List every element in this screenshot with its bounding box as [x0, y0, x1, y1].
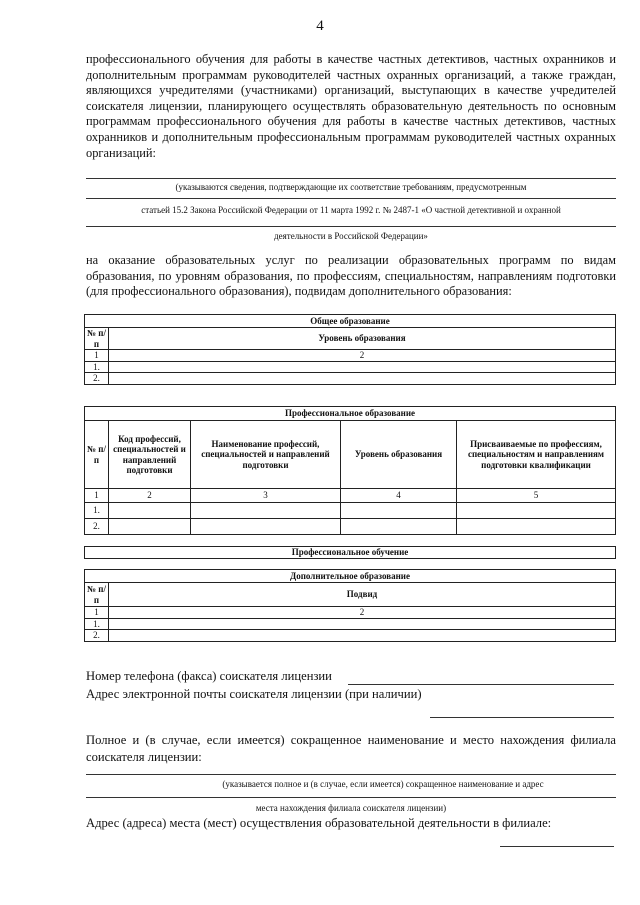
- table-row: [85, 361, 616, 373]
- row-number: 2.: [85, 630, 109, 642]
- intro-paragraph: профессионального обучения для работы в качестве частных детективов, частных охранников и дополнительным программам руководителей частных охранных организаций, а также граждан, являющихся учредителями (участниками) организаций, выступающих в качестве учредителей соискателя лицензии, планирующего осуществлять образовательную деятельность по основным программам профессионального обучения для работы в качестве частных детективов, частных охранников и дополнительным профессиональным программам руководителей частных охранных организаций:: [86, 52, 616, 160]
- column-number: 4: [341, 489, 457, 503]
- table-title: Профессиональное образование: [85, 407, 616, 421]
- table-cell: [191, 503, 341, 519]
- column-header: № п/п: [85, 583, 109, 607]
- column-header: Уровень образования: [109, 328, 616, 350]
- column-number: 1: [85, 350, 109, 362]
- column-header: Код профессий, специальностей и направлений подготовки: [109, 421, 191, 489]
- row-number: 1.: [85, 618, 109, 630]
- column-header: Подвид: [109, 583, 616, 607]
- address-field[interactable]: [500, 846, 614, 847]
- table-row: [85, 519, 616, 535]
- table-cell: [457, 519, 616, 535]
- additional-education-table: [84, 569, 616, 642]
- table-row: [85, 618, 616, 630]
- table-cell: [109, 361, 616, 373]
- table-row: [85, 630, 616, 642]
- email-label: Адрес электронной почты соискателя лицензии (при наличии): [86, 687, 422, 701]
- column-header: Наименование профессий, специальностей и направлений подготовки: [191, 421, 341, 489]
- row-number: 1.: [85, 361, 109, 373]
- page-number: 4: [316, 18, 324, 34]
- table-cell: [341, 503, 457, 519]
- row-number: 2.: [85, 519, 109, 535]
- general-education-table: [84, 314, 616, 385]
- phone-label: Номер телефона (факса) соискателя лицензии: [86, 669, 332, 683]
- table-cell: [109, 630, 616, 642]
- caption-law-end: деятельности в Российской Федерации»: [274, 231, 428, 241]
- professional-education-table: [84, 406, 616, 535]
- phone-field[interactable]: [348, 684, 614, 685]
- column-number: 1: [85, 607, 109, 619]
- column-header: № п/п: [85, 421, 109, 489]
- table-row: [85, 373, 616, 385]
- column-number: 2: [109, 350, 616, 362]
- row-number: 2.: [85, 373, 109, 385]
- table-cell: [109, 503, 191, 519]
- column-header: Присваиваемые по профессиям, специальностям и направлениям подготовки квалификации: [457, 421, 616, 489]
- column-header: Уровень образования: [341, 421, 457, 489]
- caption-branch: (указывается полное и (в случае, если имеется) сокращенное наименование и адрес: [222, 779, 544, 789]
- table-title: Общее образование: [85, 315, 616, 328]
- services-paragraph: на оказание образовательных услуг по реализации образовательных программ по видам образования, по уровням образования, по профессиям, специальностям, направлениям подготовки (для профессионального образования), подвидам дополнительного образования:: [86, 253, 616, 299]
- table-cell: [457, 503, 616, 519]
- row-number: 1.: [85, 503, 109, 519]
- branch-address-field[interactable]: [86, 797, 616, 798]
- table-cell: [109, 519, 191, 535]
- column-number: 1: [85, 489, 109, 503]
- column-number: 5: [457, 489, 616, 503]
- address-label: Адрес (адреса) места (мест) осуществления образовательной деятельности в филиале:: [86, 816, 552, 830]
- fill-line: [86, 178, 616, 179]
- email-field[interactable]: [430, 717, 614, 718]
- caption-branch-address: места нахождения филиала соискателя лицензии): [255, 803, 447, 813]
- branch-paragraph: Полное и (в случае, если имеется) сокращенное наименование и место нахождения филиала соискателя лицензии:: [86, 733, 616, 764]
- column-number: 3: [191, 489, 341, 503]
- caption-requirements: (указываются сведения, подтверждающие их соответствие требованиям, предусмотренным: [175, 182, 527, 192]
- table-title: Дополнительное образование: [85, 570, 616, 583]
- table-cell: [341, 519, 457, 535]
- table-row: [85, 503, 616, 519]
- table-cell: [109, 618, 616, 630]
- table-cell: [191, 519, 341, 535]
- column-number: 2: [109, 489, 191, 503]
- branch-name-field[interactable]: [86, 774, 616, 775]
- professional-training-title: Профессиональное обучение: [84, 546, 616, 559]
- caption-law: статьей 15.2 Закона Российской Федерации от 11 марта 1992 г. № 2487-1 «О частной детективной и охранной: [141, 205, 561, 215]
- fill-line: [86, 198, 616, 199]
- column-number: 2: [109, 607, 616, 619]
- table-cell: [109, 373, 616, 385]
- fill-line: [86, 226, 616, 227]
- column-header: № п/п: [85, 328, 109, 350]
